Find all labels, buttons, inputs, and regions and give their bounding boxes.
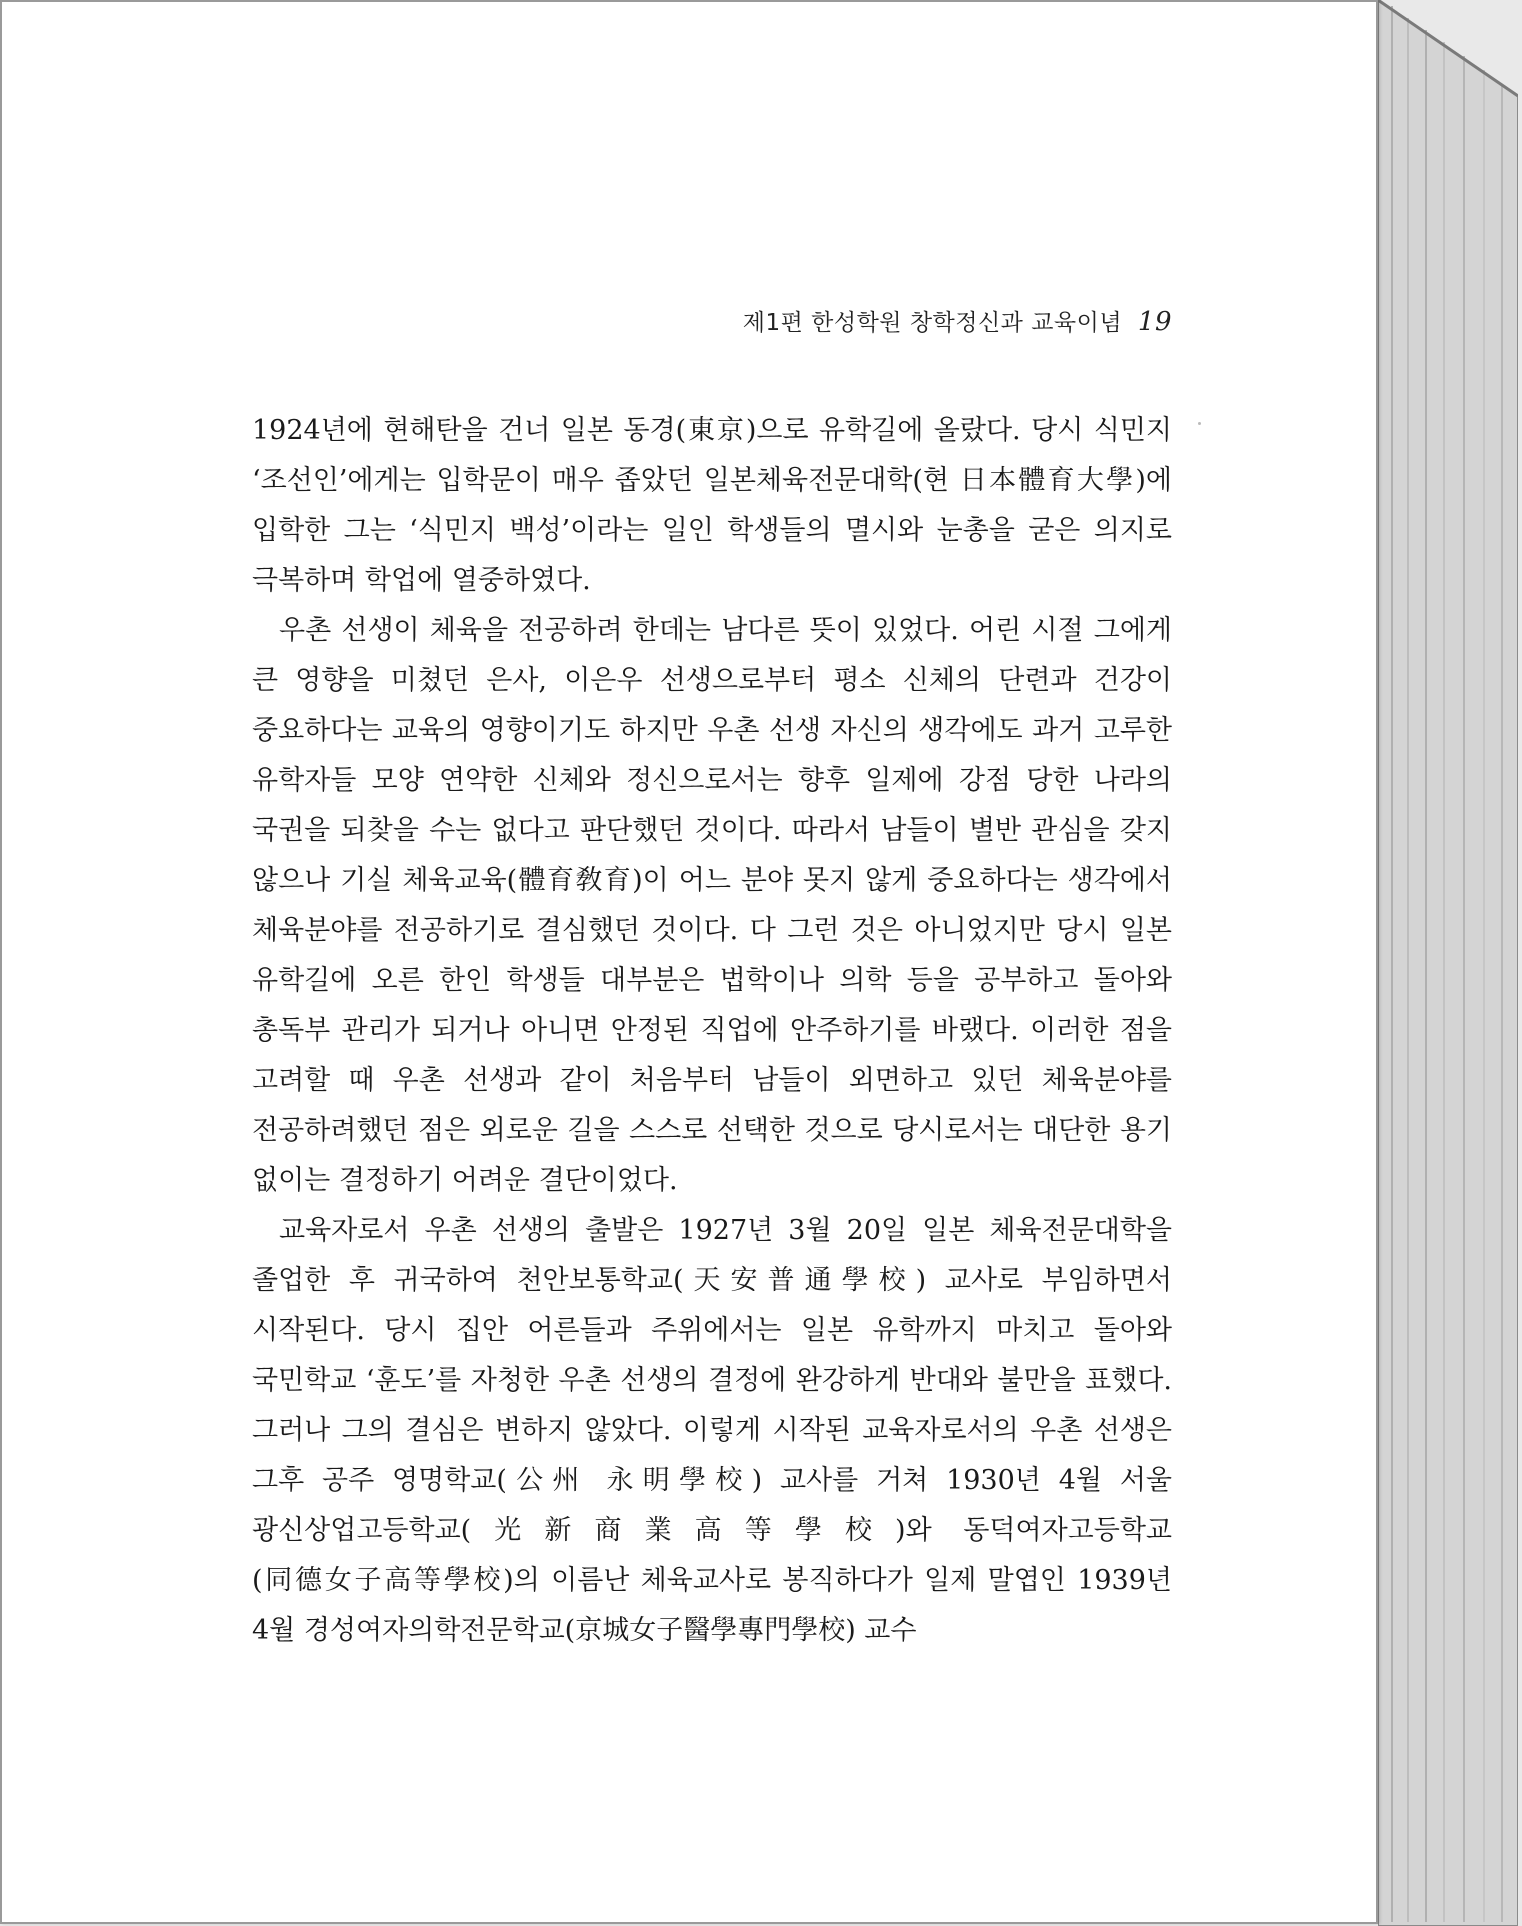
body-text [252, 406, 1172, 1656]
paragraph-1: 1924년에 현해탄을 건너 일본 동경(東京)으로 유학길에 올랐다. 당시 식민지 ‘조선인’에게는 입학문이 매우 좁았던 일본체육전문대학(현 日本體育大學)에 입학한 그는 ‘식민지 백성’이라는 일인 학생들의 멸시와 눈총을 굳은 의지로 극복하며 학업에 열중하였다. [252, 415, 1172, 596]
paragraph-2: 우촌 선생이 체육을 전공하려 한데는 남다른 뜻이 있었다. 어린 시절 그에게 큰 영향을 미쳤던 은사, 이은우 선생으로부터 평소 신체의 단련과 건강이 중요하다는 교육의 영향이기도 하지만 우촌 선생 자신의 생각에도 과거 고루한 유학자들 모양 연약한 신체와 정신으로서는 향후 일제에 강점 당한 나라의 국권을 되찾을 수는 없다고 판단했던 것이다. 따라서 남들이 별반 관심을 갖지 않으나 기실 체육교육(體育敎育)이 어느 분야 못지 않게 중요하다는 생각에서 체육분야를 전공하기로 결심했던 것이다. 다 그런 것은 아니었지만 당시 일본 유학길에 오른 한인 학생들 대부분은 법학이나 의학 등을 공부하고 돌아와 총독부 관리가 되거나 아니면 안정된 직업에 안주하기를 바랬다. 이러한 점을 고려할 때 우촌 선생과 같이 처음부터 남들이 외면하고 있던 체육분야를 전공하려했던 점은 외로운 길을 스스로 선택한 것으로 당시로서는 대단한 용기 없이는 결정하기 어려운 결단이었다. [252, 615, 1172, 1196]
paragraph-3: 교육자로서 우촌 선생의 출발은 1927년 3월 20일 일본 체육전문대학을 졸업한 후 귀국하여 천안보통학교(天安普通學校) 교사로 부임하면서 시작된다. 당시 집안 어른들과 주위에서는 일본 유학까지 마치고 돌아와 국민학교 ‘훈도’를 자청한 우촌 선생의 결정에 완강하게 반대와 불만을 표했다. 그러나 그의 결심은 변하지 않았다. 이렇게 시작된 교육자로서의 우촌 선생은 그후 공주 영명학교(公州 永明學校) 교사를 거쳐 1930년 4월 서울 광신상업고등학교(光新商業高等學校)와 동덕여자고등학교(同德女子高等學校)의 이름난 체육교사로 봉직하다가 일제 말엽인 1939년 4월 경성여자의학전문학교(京城女子醫學專門學校) 교수 [252, 1215, 1172, 1646]
running-head-title: 제1편 한성학원 창학정신과 교육이념 [742, 310, 1123, 336]
book-page-edges [1378, 0, 1518, 1926]
margin-speck [1198, 422, 1201, 425]
page-edges-drawing [1378, 0, 1518, 1926]
running-head [252, 304, 1172, 337]
page-number: 19 [1137, 307, 1172, 337]
